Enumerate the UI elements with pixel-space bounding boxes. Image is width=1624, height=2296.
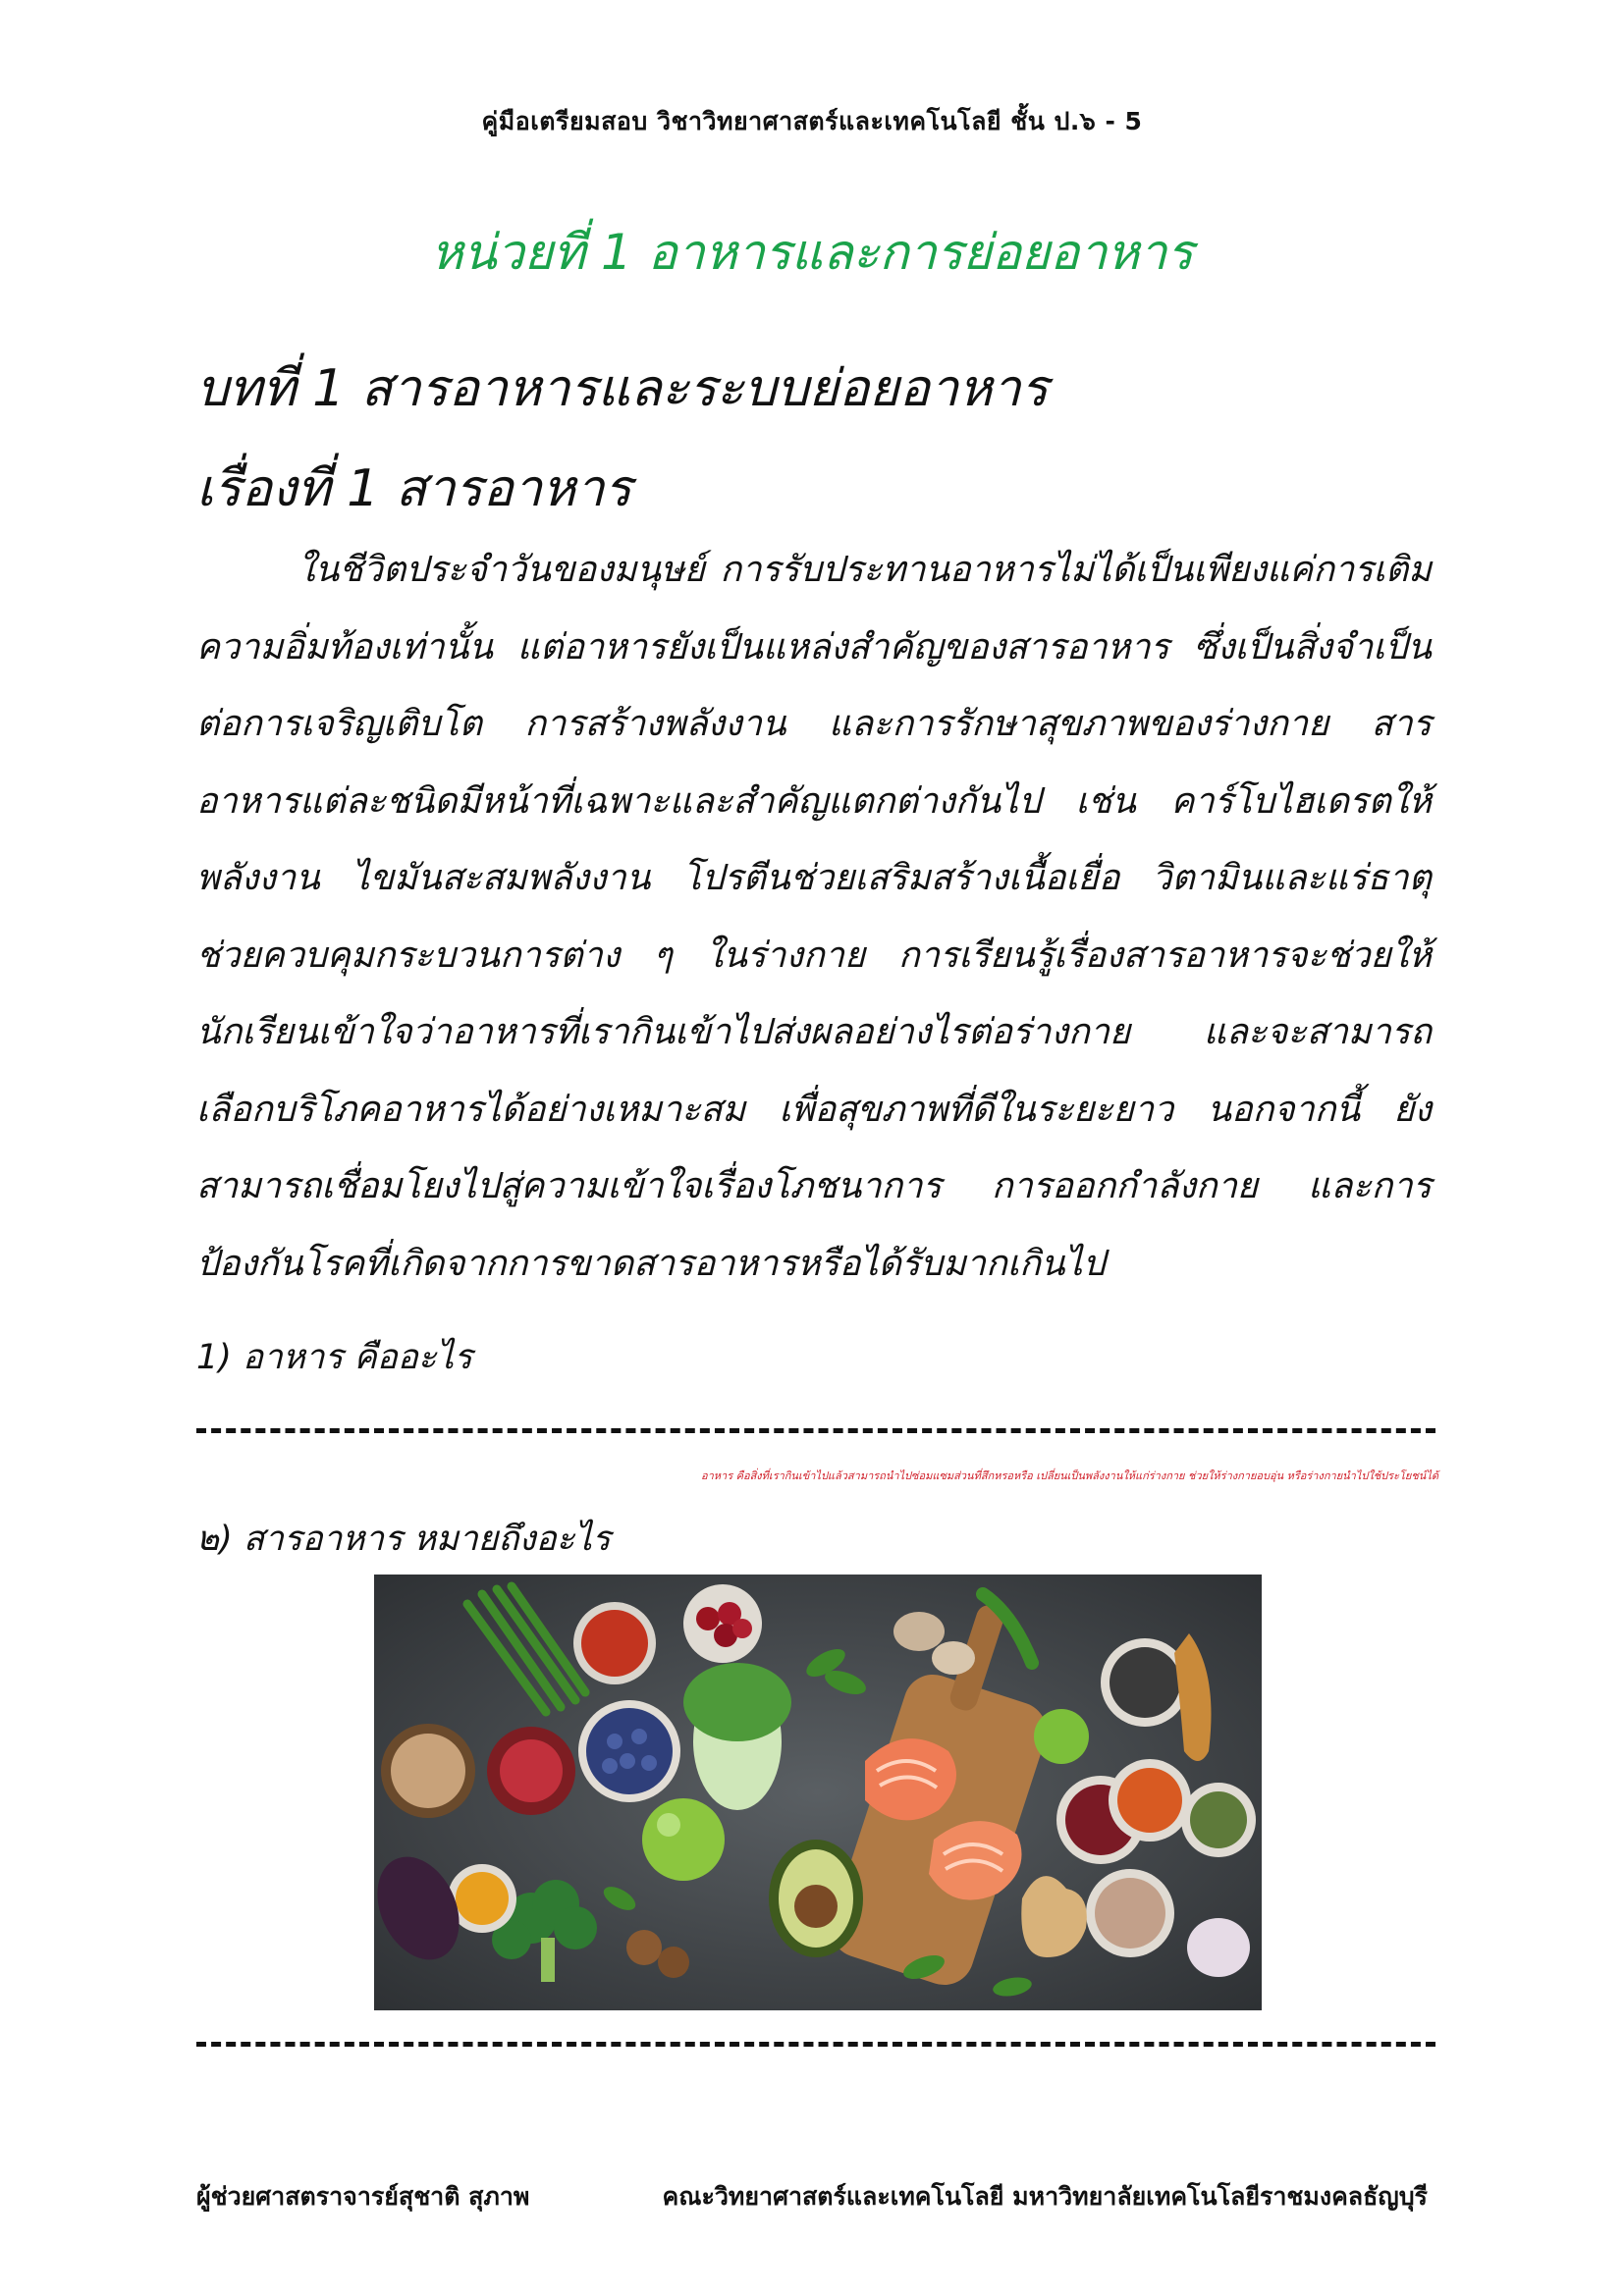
topic-title: เรื่องที่ 1 สารอาหาร <box>196 459 632 518</box>
unit-title: หน่วยที่ 1 อาหารและการย่อยอาหาร <box>430 224 1194 281</box>
answer-line-1 <box>196 1428 1435 1433</box>
answer-line-2 <box>196 2042 1435 2047</box>
food-photo-icon <box>374 1575 1262 2010</box>
intro-paragraph: ในชีวิตประจำวันของมนุษย์ การรับประทานอาหารไม่ได้เป็นเพียงแค่การเติมความอิ่มท้องเท่านั้น แต่อาหารยังเป็นแหล่งสำคัญของสารอาหาร ซึ่งเป็นสิ่งจำเป็นต่อการเจริญเติบโต การสร้างพลังงาน และการรักษาสุขภาพของร่างกาย สารอาหารแต่ละชนิดมีหน้าที่เฉพาะและสำคัญแตกต่างกันไป เช่น คาร์โบไฮเดรตให้พลังงาน ไขมันสะสมพลังงาน โปรตีนช่วยเสริมสร้างเนื้อเยื่อ วิตามินและแร่ธาตุช่วยควบคุมกระบวนการต่าง ๆ ในร่างกาย การเรียนรู้เรื่องสารอาหารจะช่วยให้นักเรียนเข้าใจว่าอาหารที่เรากินเข้าไปส่งผลอย่างไรต่อร่างกาย และจะสามารถเลือกบริโภคอาหารได้อย่างเหมาะสม เพื่อสุขภาพที่ดีในระยะยาว นอกจากนี้ ยังสามารถเชื่อมโยงไปสู่ความเข้าใจเรื่องโภชนาการ การออกกำลังกาย และการป้องกันโรคที่เกิดจากการขาดสารอาหารหรือได้รับมากเกินไป <box>196 550 1432 1284</box>
question-2: ๒) สารอาหาร หมายถึงอะไร <box>196 1520 611 1559</box>
answer-note-1: อาหาร คือสิ่งที่เรากินเข้าไปแล้วสามารถนำไปซ่อมแซมส่วนที่สึกหรอหรือ เปลี่ยนเป็นพลังงานให้แก่ร่างกาย ช่วยให้ร่างกายอบอุ่น หรือร่างกายนำไปใช้ประโยชน์ได้ <box>701 1469 1438 1482</box>
footer-author: ผู้ช่วยศาสตราจารย์สุชาติ สุภาพ <box>196 2182 530 2211</box>
question-1: 1) อาหาร คืออะไร <box>196 1338 473 1377</box>
footer-institution: คณะวิทยาศาสตร์และเทคโนโลยี มหาวิทยาลัยเทคโนโลยีราชมงคลธัญบุรี <box>662 2182 1428 2211</box>
chapter-title: บทที่ 1 สารอาหารและระบบย่อยอาหาร <box>196 359 1049 418</box>
running-header: คู่มือเตรียมสอบ วิชาวิทยาศาสตร์และเทคโนโลยี ชั้น ป.๖ - 5 <box>481 107 1143 135</box>
